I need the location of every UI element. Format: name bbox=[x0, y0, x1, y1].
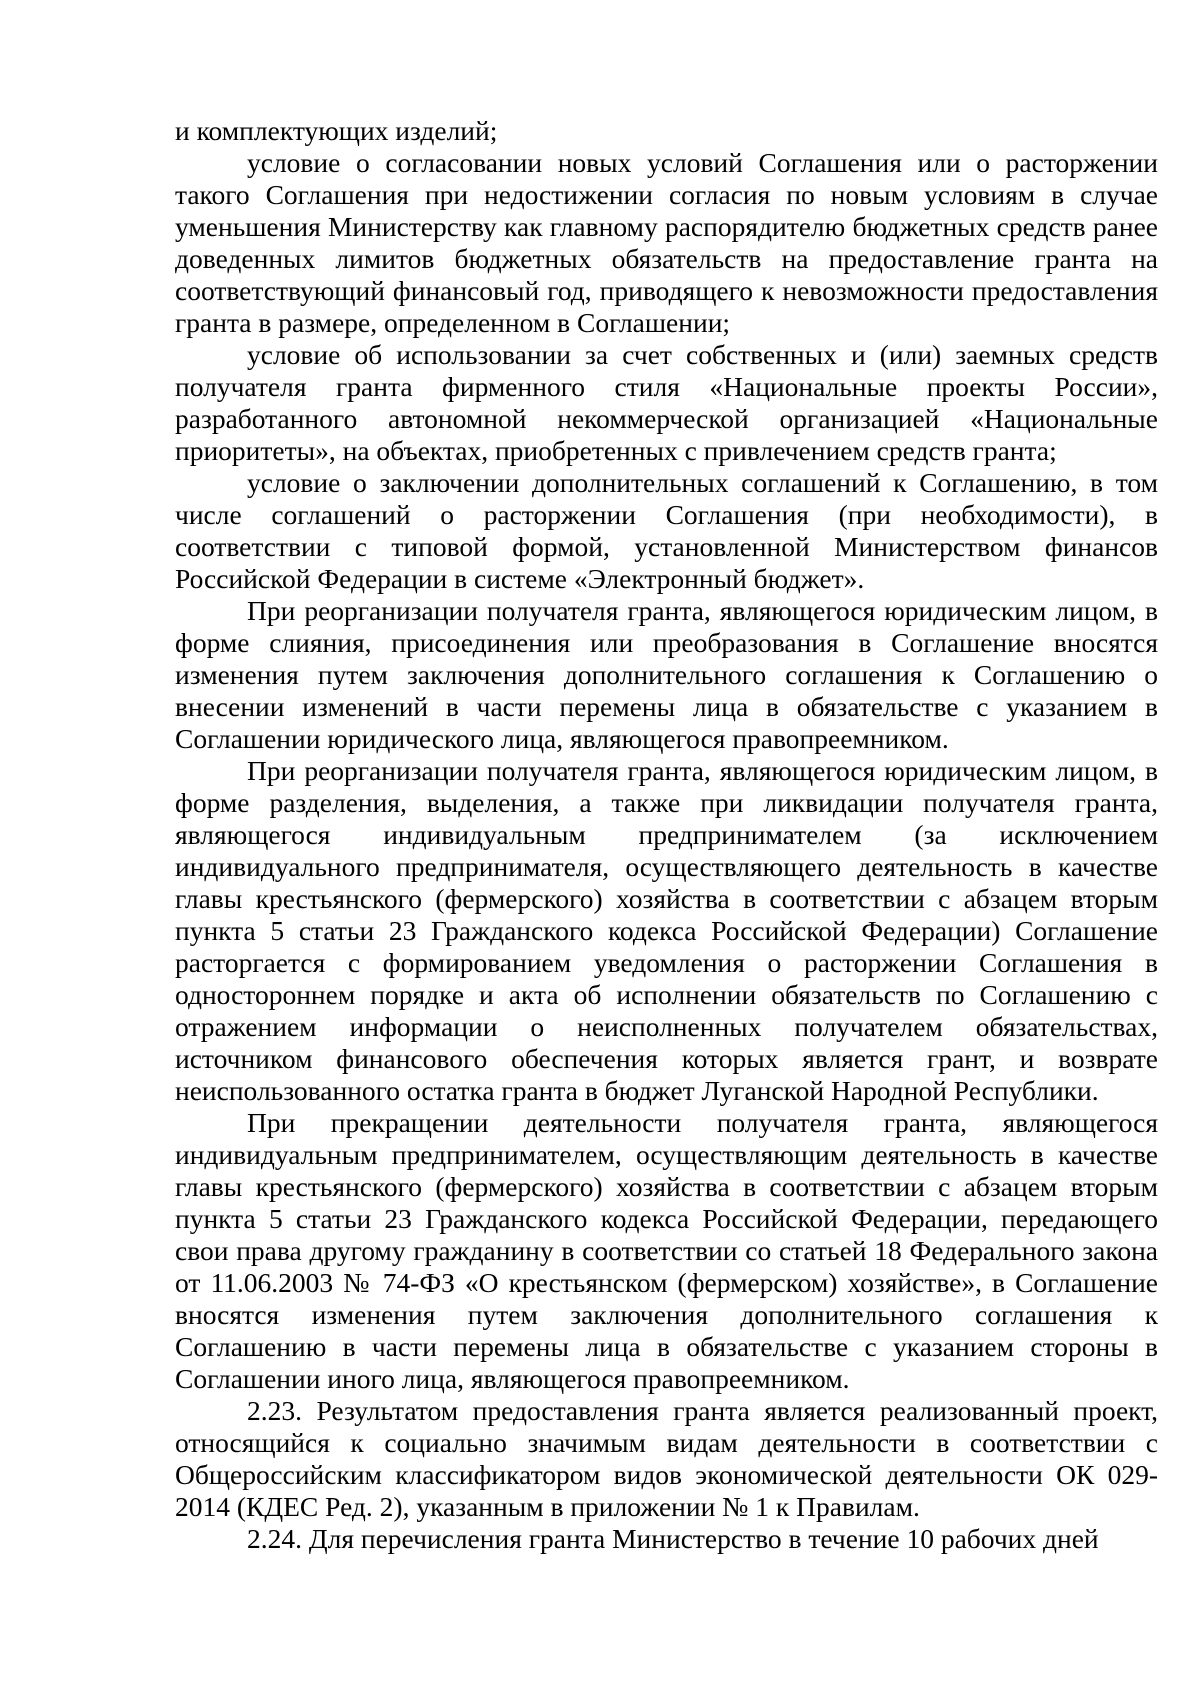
paragraph: При реорганизации получателя гранта, являющегося юридическим лицом, в форме слияния, присоединения или преобразования в Соглашение вносятся изменения путем заключения дополнительного соглашения к Соглашению о внесении изменений в части перемены лица в обязательстве с указанием в Соглашении юридического лица, являющегося правопреемником. bbox=[175, 595, 1158, 754]
paragraph: 2.23. Результатом предоставления гранта является реализованный проект, относящийся к социально значимым видам деятельности в соответствии с Общероссийским классификатором видов экономической деятельности ОК 029-2014 (КДЕС Ред. 2), указанным в приложении № 1 к Правилам. bbox=[175, 1395, 1158, 1522]
paragraph: условие об использовании за счет собственных и (или) заемных средств получателя гранта фирменного стиля «Национальные проекты России», разработанного автономной некоммерческой организацией «Национальные приоритеты», на объектах, приобретенных с привлечением средств гранта; bbox=[175, 339, 1158, 466]
paragraph: и комплектующих изделий; bbox=[175, 115, 498, 146]
document-body bbox=[175, 115, 1158, 1555]
paragraph: условие о заключении дополнительных соглашений к Соглашению, в том числе соглашений о расторжении Соглашения (при необходимости), в соответствии с типовой формой, установленной Министерством финансов Российской Федерации в системе «Электронный бюджет». bbox=[175, 467, 1158, 594]
paragraph: При прекращении деятельности получателя гранта, являющегося индивидуальным предпринимателем, осуществляющим деятельность в качестве главы крестьянского (фермерского) хозяйства в соответствии с абзацем вторым пункта 5 статьи 23 Гражданского кодекса Российской Федерации, передающего свои права другому гражданину в соответствии со статьей 18 Федерального закона от 11.06.2003 № 74-ФЗ «О крестьянском (фермерском) хозяйстве», в Соглашение вносятся изменения путем заключения дополнительного соглашения к Соглашению в части перемены лица в обязательстве с указанием стороны в Соглашении иного лица, являющегося правопреемником. bbox=[175, 1107, 1158, 1394]
paragraph: условие о согласовании новых условий Соглашения или о расторжении такого Соглашения при недостижении согласия по новым условиям в случае уменьшения Министерству как главному распорядителю бюджетных средств ранее доведенных лимитов бюджетных обязательств на предоставление гранта на соответствующий финансовый год, приводящего к невозможности предоставления гранта в размере, определенном в Соглашении; bbox=[175, 147, 1158, 338]
paragraph: При реорганизации получателя гранта, являющегося юридическим лицом, в форме разделения, выделения, а также при ликвидации получателя гранта, являющегося индивидуальным предпринимателем (за исключением индивидуального предпринимателя, осуществляющего деятельность в качестве главы крестьянского (фермерского) хозяйства в соответствии с абзацем вторым пункта 5 статьи 23 Гражданского кодекса Российской Федерации) Соглашение расторгается с формированием уведомления о расторжении Соглашения в одностороннем порядке и акта об исполнении обязательств по Соглашению с отражением информации о неисполненных получателем обязательствах, источником финансового обеспечения которых является грант, и возврате неиспользованного остатка гранта в бюджет Луганской Народной Республики. bbox=[175, 755, 1158, 1106]
paragraph: 2.24. Для перечисления гранта Министерство в течение 10 рабочих дней bbox=[247, 1523, 1099, 1554]
